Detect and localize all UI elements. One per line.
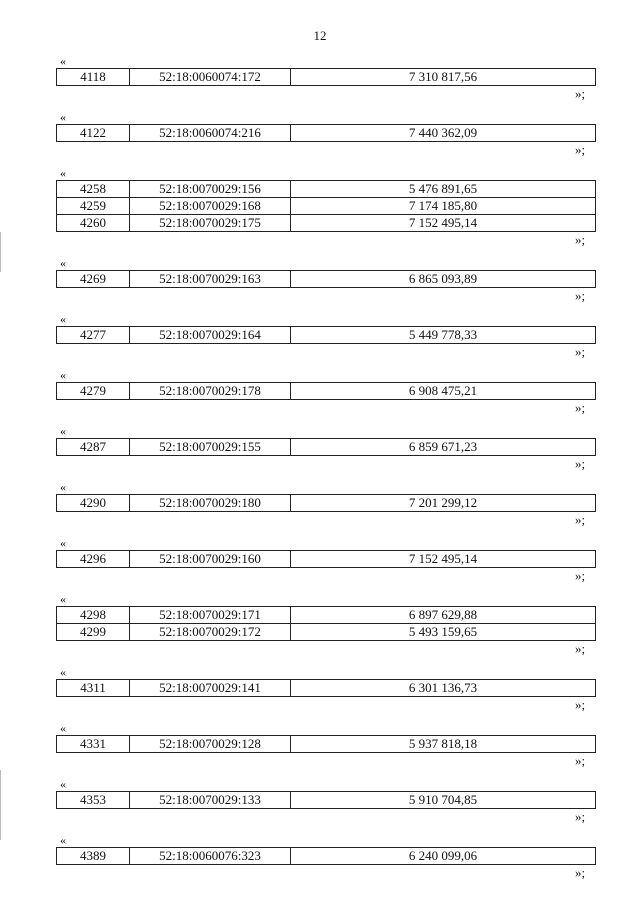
entry-table [56, 438, 596, 456]
entry-table [56, 124, 596, 142]
entry-block [0, 424, 640, 480]
cadastral-number-cell: 52:18:0070029:180 [130, 495, 291, 512]
value-cell: 6 240 099,06 [291, 848, 596, 865]
cadastral-number-cell: 52:18:0060074:216 [130, 125, 291, 142]
row-number-cell: 4298 [57, 607, 130, 624]
row-number-cell: 4287 [57, 439, 130, 456]
row-number-cell: 4269 [57, 271, 130, 288]
close-quote: »; [575, 697, 586, 712]
row-number-cell: 4331 [57, 736, 130, 753]
document-body [0, 54, 640, 889]
table-row [57, 383, 596, 400]
cadastral-number-cell: 52:18:0070029:128 [130, 736, 291, 753]
cadastral-number-cell: 52:18:0070029:171 [130, 607, 291, 624]
entry-block [0, 536, 640, 592]
close-quote: »; [575, 809, 586, 824]
entry-table [56, 494, 596, 512]
close-quote: »; [575, 568, 586, 583]
value-cell: 7 310 817,56 [291, 69, 596, 86]
row-number-cell: 4389 [57, 848, 130, 865]
row-number-cell: 4290 [57, 495, 130, 512]
entry-block [0, 54, 640, 110]
entry-block [0, 256, 640, 312]
cadastral-number-cell: 52:18:0060076:323 [130, 848, 291, 865]
cadastral-number-cell: 52:18:0060074:172 [130, 69, 291, 86]
value-cell: 5 449 778,33 [291, 327, 596, 344]
row-number-cell: 4353 [57, 792, 130, 809]
cadastral-number-cell: 52:18:0070029:141 [130, 680, 291, 697]
open-quote: « [60, 424, 66, 438]
table-row [57, 439, 596, 456]
close-quote: »; [575, 344, 586, 359]
entry-table [56, 270, 596, 288]
open-quote: « [60, 54, 66, 68]
open-quote: « [60, 368, 66, 382]
entry-table [56, 382, 596, 400]
row-number-cell: 4258 [57, 181, 130, 198]
close-quote: »; [575, 288, 586, 303]
open-quote: « [60, 110, 66, 124]
cadastral-number-cell: 52:18:0070029:156 [130, 181, 291, 198]
table-row [57, 848, 596, 865]
table-row [57, 495, 596, 512]
table-row [57, 271, 596, 288]
entry-block [0, 166, 640, 256]
table-row [57, 327, 596, 344]
table-row [57, 198, 596, 215]
close-quote: »; [575, 456, 586, 471]
open-quote: « [60, 166, 66, 180]
entry-block [0, 312, 640, 368]
open-quote: « [60, 833, 66, 847]
table-row [57, 181, 596, 198]
entry-table [56, 735, 596, 753]
entry-table [56, 68, 596, 86]
value-cell: 5 493 159,65 [291, 624, 596, 641]
entry-table [56, 180, 596, 232]
close-quote: »; [575, 641, 586, 656]
entry-table [56, 791, 596, 809]
table-row [57, 215, 596, 232]
value-cell: 7 201 299,12 [291, 495, 596, 512]
row-number-cell: 4260 [57, 215, 130, 232]
cadastral-number-cell: 52:18:0070029:175 [130, 215, 291, 232]
value-cell: 6 908 475,21 [291, 383, 596, 400]
entry-block [0, 721, 640, 777]
page-number: 12 [313, 28, 327, 43]
open-quote: « [60, 592, 66, 606]
cadastral-number-cell: 52:18:0070029:178 [130, 383, 291, 400]
open-quote: « [60, 256, 66, 270]
open-quote: « [60, 721, 66, 735]
row-number-cell: 4118 [57, 69, 130, 86]
entry-block [0, 833, 640, 889]
entry-table [56, 550, 596, 568]
entry-block [0, 480, 640, 536]
value-cell: 6 897 629,88 [291, 607, 596, 624]
entry-block [0, 110, 640, 166]
value-cell: 7 174 185,80 [291, 198, 596, 215]
cadastral-number-cell: 52:18:0070029:168 [130, 198, 291, 215]
table-row [57, 792, 596, 809]
close-quote: »; [575, 232, 586, 247]
row-number-cell: 4311 [57, 680, 130, 697]
value-cell: 5 910 704,85 [291, 792, 596, 809]
table-row [57, 736, 596, 753]
cadastral-number-cell: 52:18:0070029:160 [130, 551, 291, 568]
cadastral-number-cell: 52:18:0070029:133 [130, 792, 291, 809]
open-quote: « [60, 536, 66, 550]
row-number-cell: 4122 [57, 125, 130, 142]
entry-block [0, 665, 640, 721]
open-quote: « [60, 777, 66, 791]
cadastral-number-cell: 52:18:0070029:155 [130, 439, 291, 456]
row-number-cell: 4279 [57, 383, 130, 400]
row-number-cell: 4299 [57, 624, 130, 641]
value-cell: 6 859 671,23 [291, 439, 596, 456]
table-row [57, 125, 596, 142]
entry-block [0, 592, 640, 665]
row-number-cell: 4259 [57, 198, 130, 215]
open-quote: « [60, 665, 66, 679]
entry-table [56, 326, 596, 344]
entry-block [0, 777, 640, 833]
close-quote: »; [575, 512, 586, 527]
value-cell: 6 865 093,89 [291, 271, 596, 288]
open-quote: « [60, 312, 66, 326]
open-quote: « [60, 480, 66, 494]
entry-table [56, 679, 596, 697]
entry-table [56, 847, 596, 865]
close-quote: »; [575, 753, 586, 768]
cadastral-number-cell: 52:18:0070029:172 [130, 624, 291, 641]
close-quote: »; [575, 400, 586, 415]
close-quote: »; [575, 865, 586, 880]
value-cell: 7 440 362,09 [291, 125, 596, 142]
row-number-cell: 4296 [57, 551, 130, 568]
value-cell: 5 476 891,65 [291, 181, 596, 198]
entry-table [56, 606, 596, 641]
table-row [57, 624, 596, 641]
close-quote: »; [575, 86, 586, 101]
cadastral-number-cell: 52:18:0070029:164 [130, 327, 291, 344]
value-cell: 6 301 136,73 [291, 680, 596, 697]
table-row [57, 607, 596, 624]
table-row [57, 551, 596, 568]
value-cell: 7 152 495,14 [291, 215, 596, 232]
table-row [57, 680, 596, 697]
close-quote: »; [575, 142, 586, 157]
entry-block [0, 368, 640, 424]
value-cell: 7 152 495,14 [291, 551, 596, 568]
table-row [57, 69, 596, 86]
row-number-cell: 4277 [57, 327, 130, 344]
value-cell: 5 937 818,18 [291, 736, 596, 753]
cadastral-number-cell: 52:18:0070029:163 [130, 271, 291, 288]
